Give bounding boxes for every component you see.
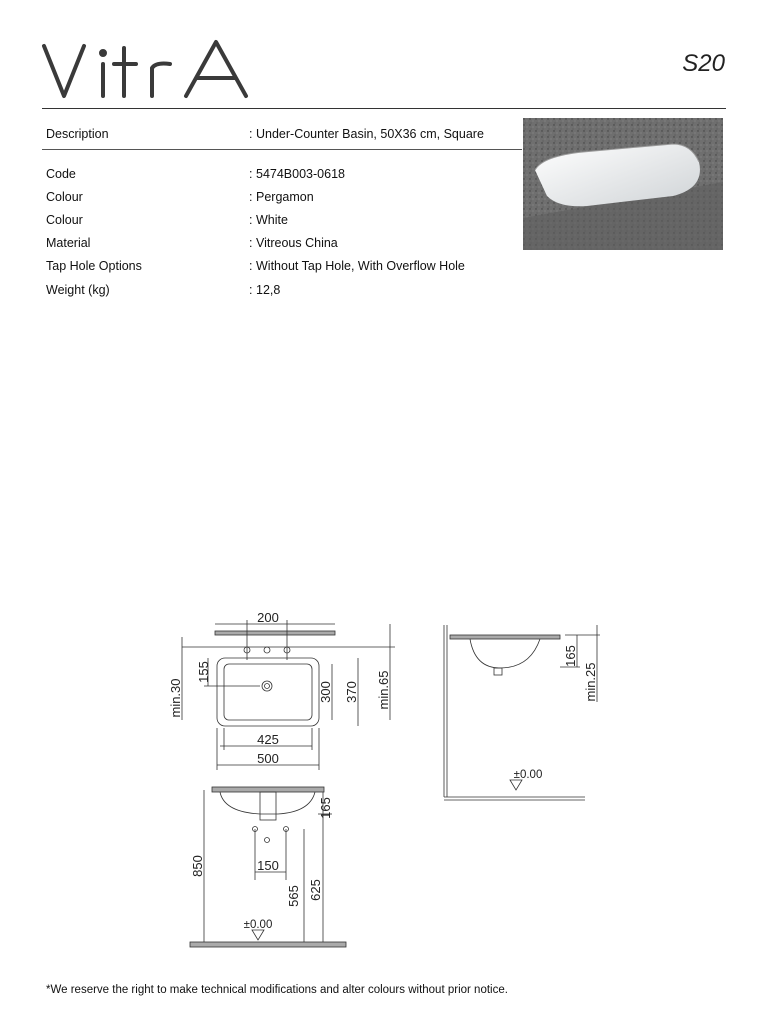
spec-value: 12,8 <box>256 283 281 297</box>
spec-label: Description <box>46 127 109 141</box>
spec-value: 5474B003-0618 <box>256 167 345 181</box>
spec-value: Under-Counter Basin, 50X36 cm, Square <box>256 127 484 141</box>
spec-separator: : <box>249 283 253 297</box>
spec-label: Colour <box>46 190 83 204</box>
floor-level-side: ±0.00 <box>513 769 543 781</box>
brand-logo <box>40 38 252 104</box>
dim-370: 370 <box>344 681 359 703</box>
dim-425: 425 <box>257 732 279 747</box>
technical-drawing <box>160 600 600 960</box>
dim-min65: min.65 <box>376 670 391 710</box>
model-name: S20 <box>682 50 725 77</box>
dim-200: 200 <box>257 610 279 625</box>
spec-separator: : <box>249 190 253 204</box>
dim-300: 300 <box>318 681 333 703</box>
spec-label: Weight (kg) <box>46 283 110 297</box>
dim-150: 150 <box>257 858 279 873</box>
spec-value: Vitreous China <box>256 236 338 250</box>
disclaimer-notice: *We reserve the right to make technical modifications and alter colours without prior notice. <box>46 984 508 996</box>
spec-separator: : <box>249 127 253 141</box>
spec-label: Colour <box>46 213 83 227</box>
spec-label: Tap Hole Options <box>46 259 142 273</box>
product-photo <box>523 118 723 250</box>
spec-separator: : <box>249 236 253 250</box>
spec-label: Code <box>46 167 76 181</box>
dim-min30: min.30 <box>168 678 183 718</box>
spec-separator: : <box>249 213 253 227</box>
dim-front-165: 165 <box>318 797 333 819</box>
floor-level-front: ±0.00 <box>243 919 273 931</box>
dim-side-165: 165 <box>563 645 578 667</box>
spec-value: Without Tap Hole, With Overflow Hole <box>256 259 465 273</box>
spec-separator: : <box>249 259 253 273</box>
dim-min25: min.25 <box>583 662 598 702</box>
dim-625: 625 <box>308 879 323 901</box>
header-divider <box>42 108 726 109</box>
spec-value: Pergamon <box>256 190 314 204</box>
spec-separator: : <box>249 167 253 181</box>
dim-850: 850 <box>190 855 205 877</box>
top-view <box>182 620 395 770</box>
spec-value: White <box>256 213 288 227</box>
dim-565: 565 <box>286 885 301 907</box>
description-divider <box>42 149 522 150</box>
spec-label: Material <box>46 236 91 250</box>
dim-500: 500 <box>257 751 279 766</box>
dim-155: 155 <box>196 661 211 683</box>
